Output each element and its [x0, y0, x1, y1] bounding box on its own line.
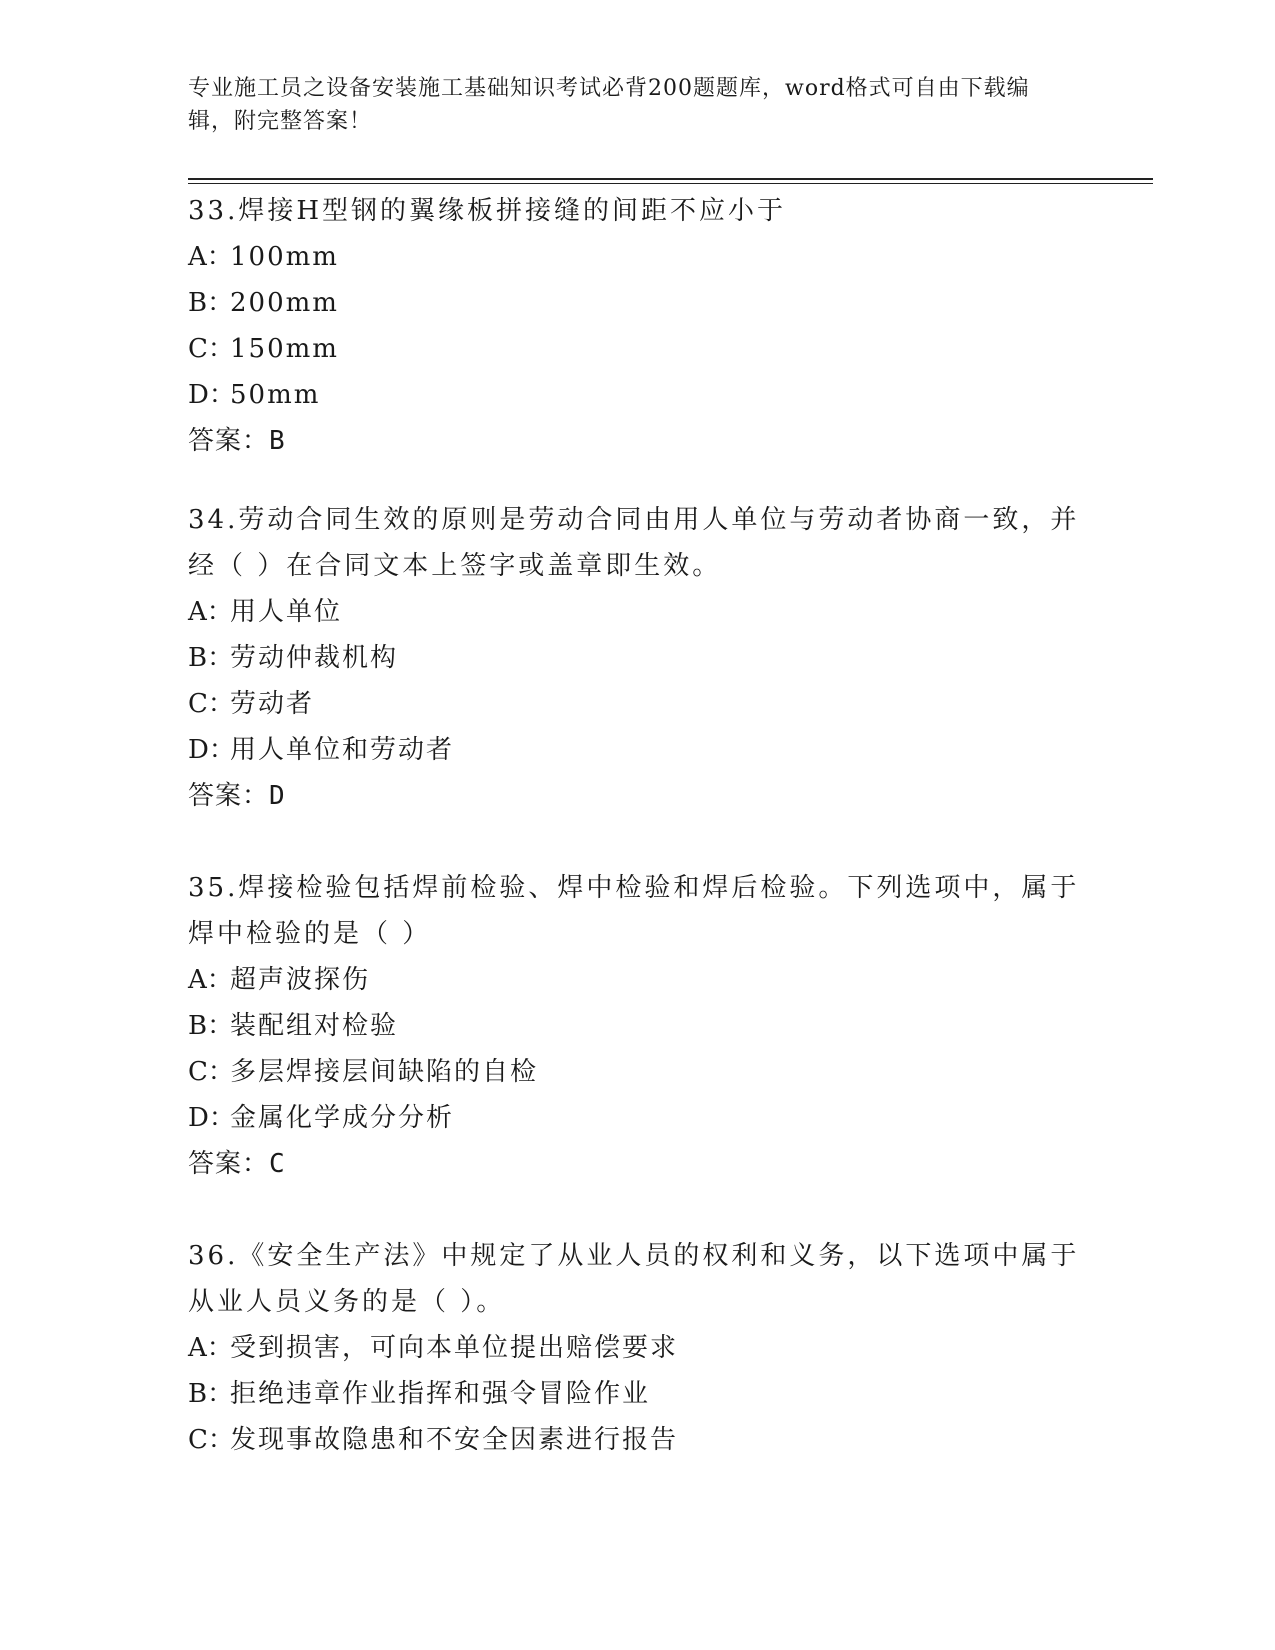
header-rule-thin [188, 183, 1153, 184]
option-c [188, 681, 1088, 727]
option-key: B： [188, 1379, 234, 1409]
option-key: B： [188, 643, 234, 673]
option-text: 受到损害，可向本单位提出赔偿要求 [230, 1333, 679, 1363]
option-key: C： [188, 334, 234, 364]
option-text: 拒绝违章作业指挥和强令冒险作业 [230, 1379, 651, 1409]
option-b [188, 280, 1088, 326]
option-key: A： [188, 1333, 233, 1363]
answer: 答案：B [188, 426, 286, 456]
answer: 答案：D [188, 781, 286, 811]
option-a [188, 957, 1088, 1003]
option-key: C： [188, 1057, 234, 1087]
option-a [188, 1325, 1088, 1371]
option-text: 发现事故隐患和不安全因素进行报告 [230, 1425, 679, 1455]
option-text: 超声波探伤 [230, 965, 371, 995]
option-c [188, 1049, 1088, 1095]
option-b [188, 1003, 1088, 1049]
option-key: D： [188, 380, 235, 410]
option-text: 劳动仲裁机构 [230, 643, 399, 673]
option-a [188, 589, 1088, 635]
option-a [188, 234, 1088, 280]
option-c [188, 1417, 1088, 1463]
question-text: 35.焊接检验包括焊前检验、焊中检验和焊后检验。下列选项中，属于焊中检验的是（ ） [188, 873, 1080, 949]
question-33 [188, 188, 1088, 464]
option-text: 200mm [230, 288, 339, 318]
option-key: D： [188, 1103, 235, 1133]
option-key: D： [188, 735, 235, 765]
question-35 [188, 865, 1088, 1187]
question-text: 33.焊接H型钢的翼缘板拼接缝的间距不应小于 [188, 196, 787, 226]
option-text: 劳动者 [230, 689, 315, 719]
option-key: C： [188, 1425, 234, 1455]
option-key: C： [188, 689, 234, 719]
document-header: 专业施工员之设备安装施工基础知识考试必背200题题库，word格式可自由下载编辑，附完整答案！ [188, 76, 1030, 134]
option-key: B： [188, 288, 234, 318]
option-d [188, 1095, 1088, 1141]
question-36 [188, 1233, 1088, 1463]
option-d [188, 372, 1088, 418]
option-text: 多层焊接层间缺陷的自检 [230, 1057, 539, 1087]
option-text: 用人单位和劳动者 [230, 735, 455, 765]
option-b [188, 635, 1088, 681]
option-text: 50mm [230, 380, 321, 410]
option-text: 金属化学成分分析 [230, 1103, 455, 1133]
option-text: 150mm [230, 334, 339, 364]
option-key: B： [188, 1011, 234, 1041]
question-text: 34.劳动合同生效的原则是劳动合同由用人单位与劳动者协商一致，并经（ ）在合同文本上签字或盖章即生效。 [188, 505, 1080, 581]
option-key: A： [188, 965, 233, 995]
header-rule-thick [188, 178, 1153, 180]
option-text: 100mm [230, 242, 339, 272]
option-d [188, 727, 1088, 773]
option-text: 用人单位 [230, 597, 343, 627]
option-text: 装配组对检验 [230, 1011, 399, 1041]
option-b [188, 1371, 1088, 1417]
question-34 [188, 497, 1088, 819]
option-key: A： [188, 597, 233, 627]
question-text: 36.《安全生产法》中规定了从业人员的权利和义务，以下选项中属于从业人员义务的是（ ）。 [188, 1241, 1080, 1317]
option-c [188, 326, 1088, 372]
answer: 答案：C [188, 1149, 286, 1179]
option-key: A： [188, 242, 233, 272]
